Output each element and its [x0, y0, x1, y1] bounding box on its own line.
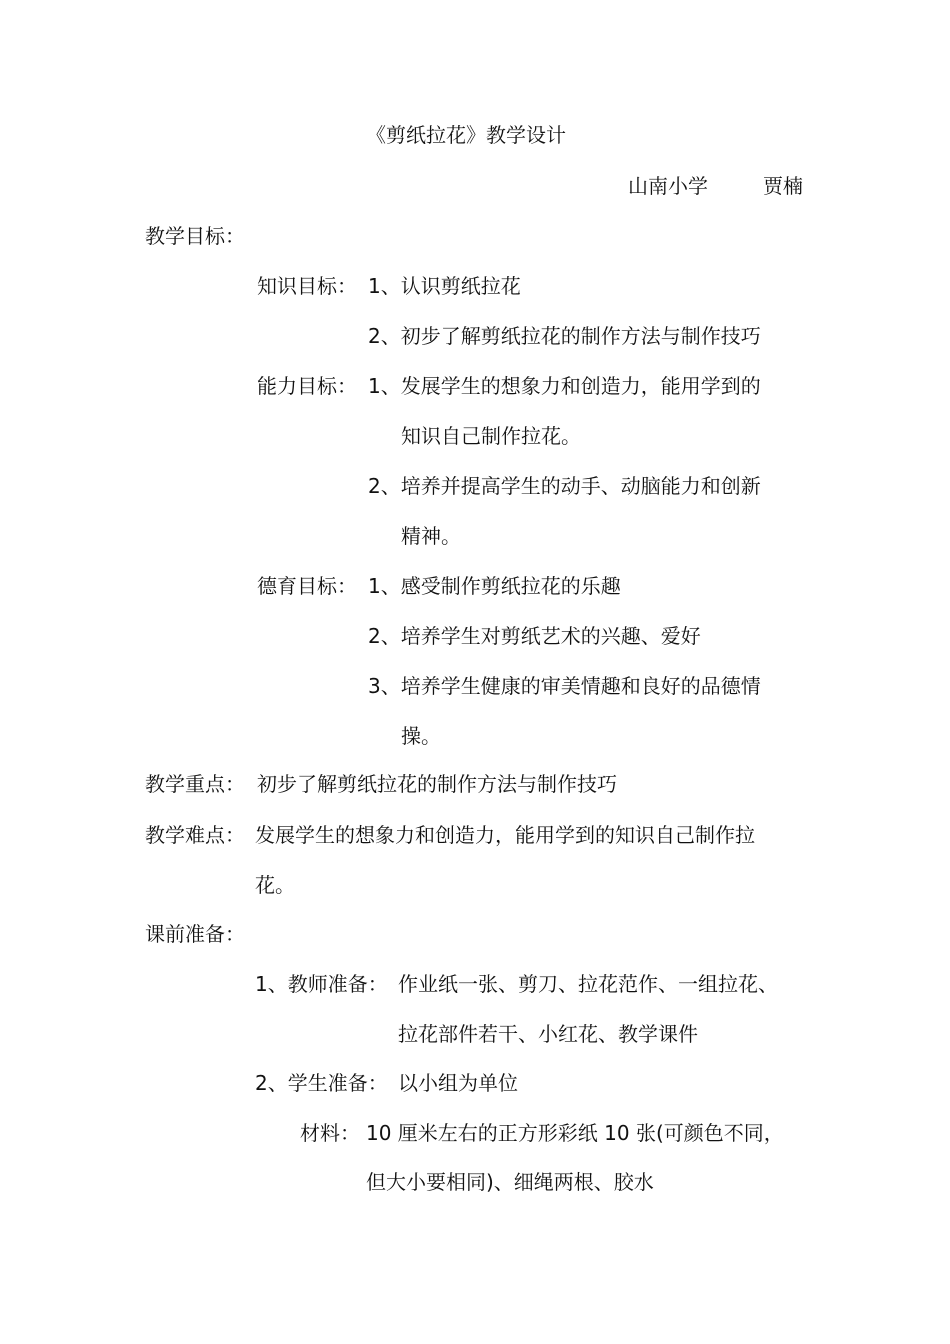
ability-label: 能力目标： [257, 374, 357, 398]
ability-item-2-cont: 精神。 [401, 524, 461, 548]
knowledge-label: 知识目标： [257, 274, 357, 298]
moral-item-1: 1、感受制作剪纸拉花的乐趣 [368, 574, 621, 598]
moral-item-2: 2、培养学生对剪纸艺术的兴趣、爱好 [368, 624, 701, 648]
difficulty-text: 发展学生的想象力和创造力，能用学到的知识自己制作拉 [255, 823, 755, 847]
ability-item-1: 1、发展学生的想象力和创造力，能用学到的 [368, 374, 761, 398]
teacher-prep-text: 作业纸一张、剪刀、拉花范作、一组拉花、 [398, 972, 778, 996]
author-school: 山南小学 [628, 174, 708, 198]
moral-item-3-cont: 操。 [401, 724, 441, 748]
author-name: 贾楠 [763, 174, 803, 198]
preparation-heading: 课前准备： [145, 922, 245, 946]
key-point-label: 教学重点： [145, 772, 245, 796]
materials-text-cont: 但大小要相同)、细绳两根、胶水 [366, 1170, 654, 1194]
materials-text: 10 厘米左右的正方形彩纸 10 张(可颜色不同， [366, 1121, 784, 1145]
difficulty-text-cont: 花。 [255, 873, 295, 897]
student-prep-label: 2、学生准备： [255, 1071, 388, 1095]
teacher-prep-text-cont: 拉花部件若干、小红花、教学课件 [398, 1022, 698, 1046]
moral-item-3: 3、培养学生健康的审美情趣和良好的品德情 [368, 674, 761, 698]
moral-label: 德育目标： [257, 574, 357, 598]
document-title: 《剪纸拉花》教学设计 [366, 123, 566, 147]
materials-label: 材料： [300, 1121, 360, 1145]
objectives-heading: 教学目标： [145, 224, 245, 248]
student-prep-text: 以小组为单位 [398, 1071, 518, 1095]
teacher-prep-label: 1、教师准备： [255, 972, 388, 996]
ability-item-1-cont: 知识自己制作拉花。 [401, 424, 581, 448]
knowledge-item-2: 2、初步了解剪纸拉花的制作方法与制作技巧 [368, 324, 761, 348]
knowledge-item-1: 1、认识剪纸拉花 [368, 274, 521, 298]
key-point-text: 初步了解剪纸拉花的制作方法与制作技巧 [257, 772, 617, 796]
difficulty-label: 教学难点： [145, 823, 245, 847]
ability-item-2: 2、培养并提高学生的动手、动脑能力和创新 [368, 474, 761, 498]
